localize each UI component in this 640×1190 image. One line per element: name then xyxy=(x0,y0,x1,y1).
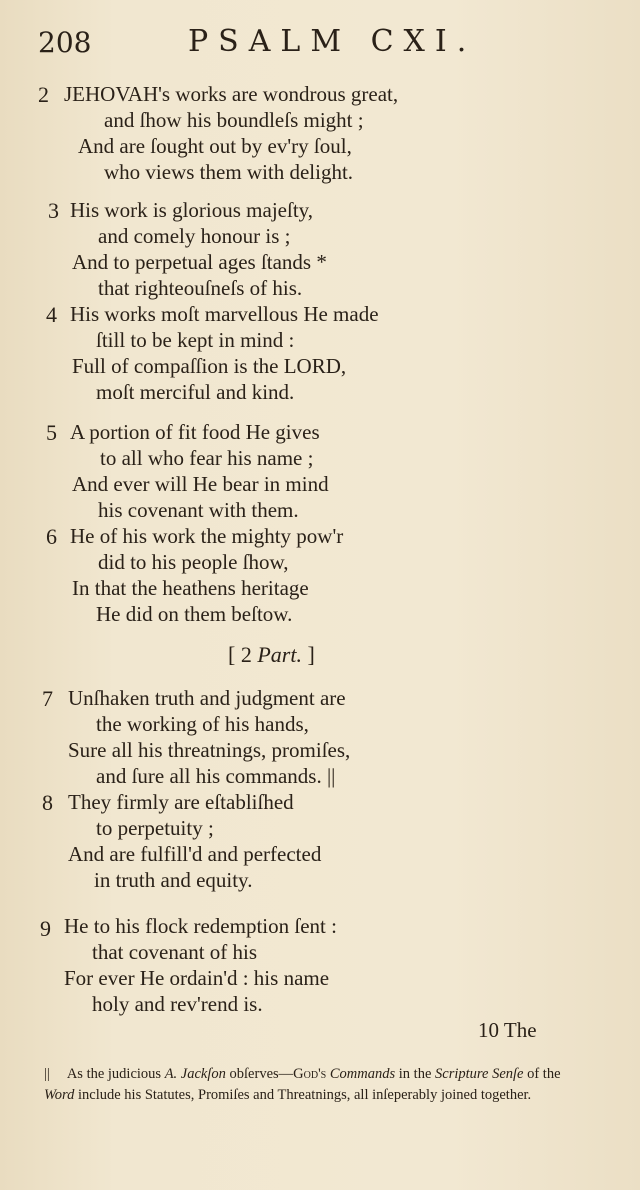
verse-line: And ever will He bear in mind xyxy=(72,472,329,496)
verse-number: 9 xyxy=(40,916,51,941)
verse-line: And are ſought out by ev'ry ſoul, xyxy=(78,134,352,158)
verse-number: 5 xyxy=(46,420,57,445)
footnote-text: include his Statutes, Promiſes and Threatnings, all inſeperably joined together. xyxy=(77,1087,532,1103)
verse-line: He of his work the mighty pow'r xyxy=(70,524,344,548)
part-close: ] xyxy=(307,642,315,667)
verse-number: 7 xyxy=(42,686,53,711)
verse-line: And to perpetual ages ſtands * xyxy=(72,250,327,274)
verse-line: to perpetuity ; xyxy=(96,816,214,840)
verse-line: His work is glorious majeſty, xyxy=(70,198,314,222)
psalm-title: PSALM CXI. xyxy=(188,24,477,59)
verse-line: Unſhaken truth and judgment are xyxy=(68,686,346,710)
footnote-author: A. Jackſon xyxy=(164,1066,226,1082)
verse-line: holy and rev'rend is. xyxy=(92,992,263,1016)
verse-line: and comely honour is ; xyxy=(98,224,291,248)
part-open: [ 2 xyxy=(228,642,252,667)
part-heading xyxy=(228,642,315,668)
footnote-gods: God's xyxy=(293,1066,327,1082)
footnote-text: obſerves— xyxy=(229,1066,294,1082)
verse-line: that covenant of his xyxy=(92,940,258,964)
verse-number: 3 xyxy=(48,198,59,223)
verse-line: A portion of fit food He gives xyxy=(70,420,320,444)
verse-line: Sure all his threatnings, promiſes, xyxy=(68,738,351,762)
verse-line: He to his flock redemption ſent : xyxy=(64,914,337,938)
verse-line: And are fulfill'd and perfected xyxy=(68,842,322,866)
verse-line: JEHOVAH's works are wondrous great, xyxy=(64,82,399,106)
part-label: Part. xyxy=(257,642,302,667)
verse-number: 8 xyxy=(42,790,53,815)
verse-line: to all who fear his name ; xyxy=(100,446,314,470)
verse-line: that righteouſneſs of his. xyxy=(98,276,303,300)
footnote xyxy=(44,1064,570,1106)
footnote-word: Word xyxy=(44,1087,75,1103)
footnote-text: in the xyxy=(398,1066,432,1082)
verse-line: in truth and equity. xyxy=(94,868,253,892)
verse-line: Full of compaſſion is the LORD, xyxy=(72,354,347,378)
catchword: 10 The xyxy=(478,1018,537,1042)
verse-line: and ſhow his boundleſs might ; xyxy=(104,108,364,132)
verse-line: ſtill to be kept in mind : xyxy=(96,328,295,352)
verse-line: His works moſt marvellous He made xyxy=(70,302,379,326)
footnote-commands: Commands xyxy=(329,1066,396,1082)
verse-number: 6 xyxy=(46,524,57,549)
verse-line: For ever He ordain'd : his name xyxy=(64,966,330,990)
verse-line: the working of his hands, xyxy=(96,712,309,736)
footnote-text: As the judicious xyxy=(66,1066,162,1082)
verse-line: He did on them beſtow. xyxy=(96,602,293,626)
verse-line: did to his people ſhow, xyxy=(98,550,289,574)
footnote-mark: || xyxy=(44,1066,50,1082)
verse-line: who views them with delight. xyxy=(104,160,354,184)
page-number: 208 xyxy=(38,26,92,59)
verse-line: and ſure all his commands. || xyxy=(96,764,336,788)
footnote-scripture: Scripture Senſe xyxy=(435,1066,524,1082)
verse-line: They firmly are eſtabliſhed xyxy=(68,790,294,814)
verse-line: his covenant with them. xyxy=(98,498,299,522)
verse-number: 2 xyxy=(38,82,49,107)
verse-line: In that the heathens heritage xyxy=(72,576,309,600)
verse-line: moſt merciful and kind. xyxy=(96,380,295,404)
verse-number: 4 xyxy=(46,302,57,327)
footnote-text: of the xyxy=(527,1066,561,1082)
